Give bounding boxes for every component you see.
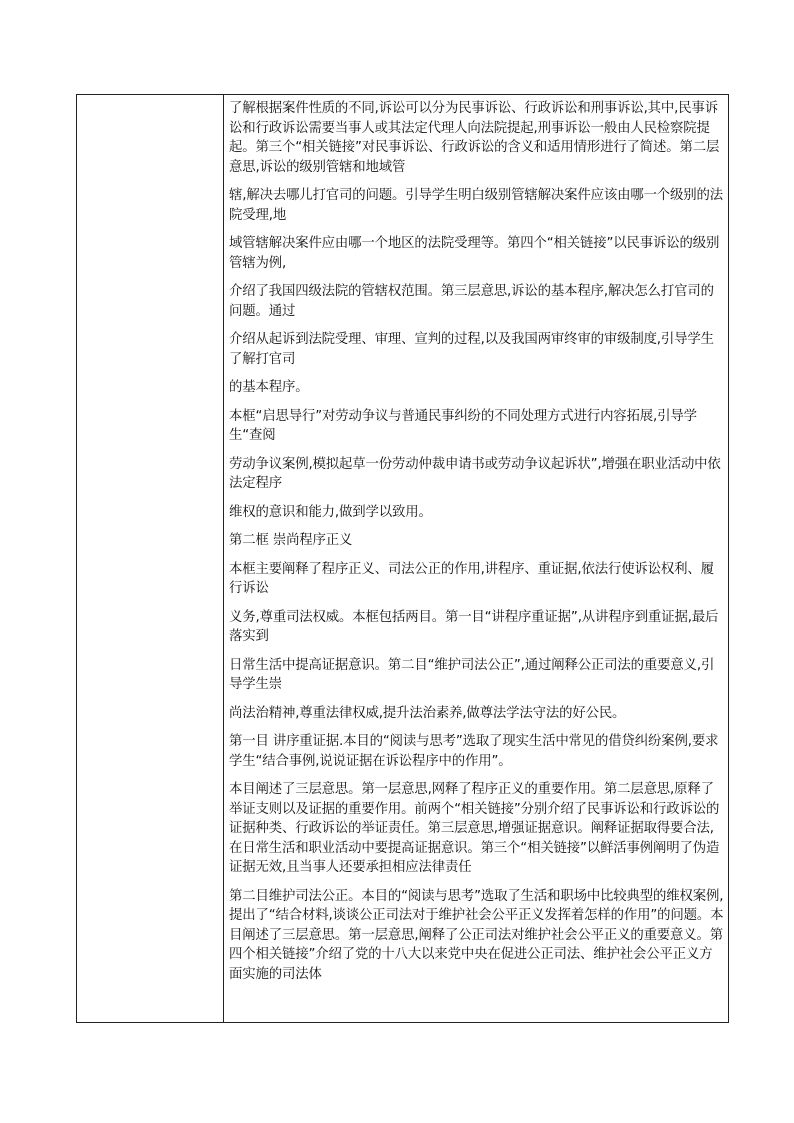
- paragraph: 本框“启思导行”对劳动争议与普通民事纠纷的不同处理方式进行内容拓展,引导学生“查阅: [229, 408, 697, 443]
- paragraph: 日常生活中提高证据意识。第二目“维护司法公正”,通过阐释公正司法的重要意义,引导学生崇: [229, 657, 715, 692]
- paragraph: 劳动争议案例,模拟起草一份劳动仲裁申请书或劳动争议起诉状”,增强在职业活动中依法定程序: [229, 456, 721, 491]
- paragraph: 尚法治精神,尊重法律权威,提升法治素养,做尊法学法守法的好公民。: [229, 705, 626, 721]
- paragraph: 的基本程序。: [229, 380, 309, 395]
- paragraph: 第一目 讲序重证据.本目的“阅读与思考”选取了现实生活中常见的借贷纠纷案例,要求学生“结合事例,说说证据在诉讼程序中的作用”。: [229, 734, 719, 769]
- content-table: [76, 94, 729, 1023]
- paragraph: 介绍从起诉到法院受理、审理、宣判的过程,以及我国两审终审的审级制度,引导学生了解打官司: [229, 332, 714, 367]
- paragraph: 了解根据案件性质的不同,诉讼可以分为民事诉讼、行政诉讼和刑事诉讼,其中,民事诉讼和行政诉讼需要当事人或其法定代理人向法院提起,刑事诉讼一般由人民检察院提起。第三个“相关链接”对民事诉讼、行政诉讼的含义和适用情形进行了简述。第二层意思,诉讼的级别管辖和地域管: [229, 101, 720, 175]
- paragraph: 维权的意识和能力,做到学以致用。: [229, 504, 432, 520]
- paragraph: 辖,解决去哪儿打官司的问题。引导学生明白级别管辖解决案件应该由哪一个级别的法院受理,地: [229, 188, 724, 223]
- section-heading: 第二框 崇尚程序正义: [229, 533, 353, 548]
- paragraph: 本框主要阐释了程序正义、司法公正的作用,讲程序、重证据,依法行使诉讼权利、履行诉讼: [229, 561, 714, 596]
- paragraph: 第二目维护司法公正。本目的“阅读与思考”选取了生活和职场中比较典型的维权案例,提出了“结合材料,谈谈公正司法对于维护社会公平正义发挥着怎样的作用”的问题。本目阐述了三层意思。第一层意思,阐释了公正司法对维护社会公平正义的重要意义。第四个相关链接”介绍了党的十八大以来党中央在促进公正司法、维护社会公平正义方面实施的司法体: [229, 888, 724, 982]
- paragraph: 介绍了我国四级法院的管辖权范围。第三层意思,诉讼的基本程序,解决怎么打官司的问题。通过: [229, 284, 714, 319]
- paragraph: 本目阐述了三层意思。第一层意思,网释了程序正义的重要作用。第二层意思,原释了举证支则以及证据的重要作用。前两个“相关链接”分别介绍了民事诉讼和行政诉讼的证据种类、行政诉讼的举证责任。第三层意思,增强证据意识。阐释证据取得要合法,在日常生活和职业活动中要提高证据意识。第三个“相关链接”以鲜活事例阐明了伪造证据无效,且当事人还要承担相应法律责任: [229, 782, 720, 875]
- paragraph: 域管辖解决案件应由哪一个地区的法院受理等。第四个“相关链接”以民事诉讼的级别管辖为例,: [229, 236, 720, 271]
- table-left-cell: [77, 95, 224, 1022]
- table-right-cell: [224, 95, 728, 1022]
- paragraph: 义务,尊重司法权威。本框包括两目。第一目“讲程序重证据”,从讲程序到重证据,最后落实到: [229, 609, 719, 644]
